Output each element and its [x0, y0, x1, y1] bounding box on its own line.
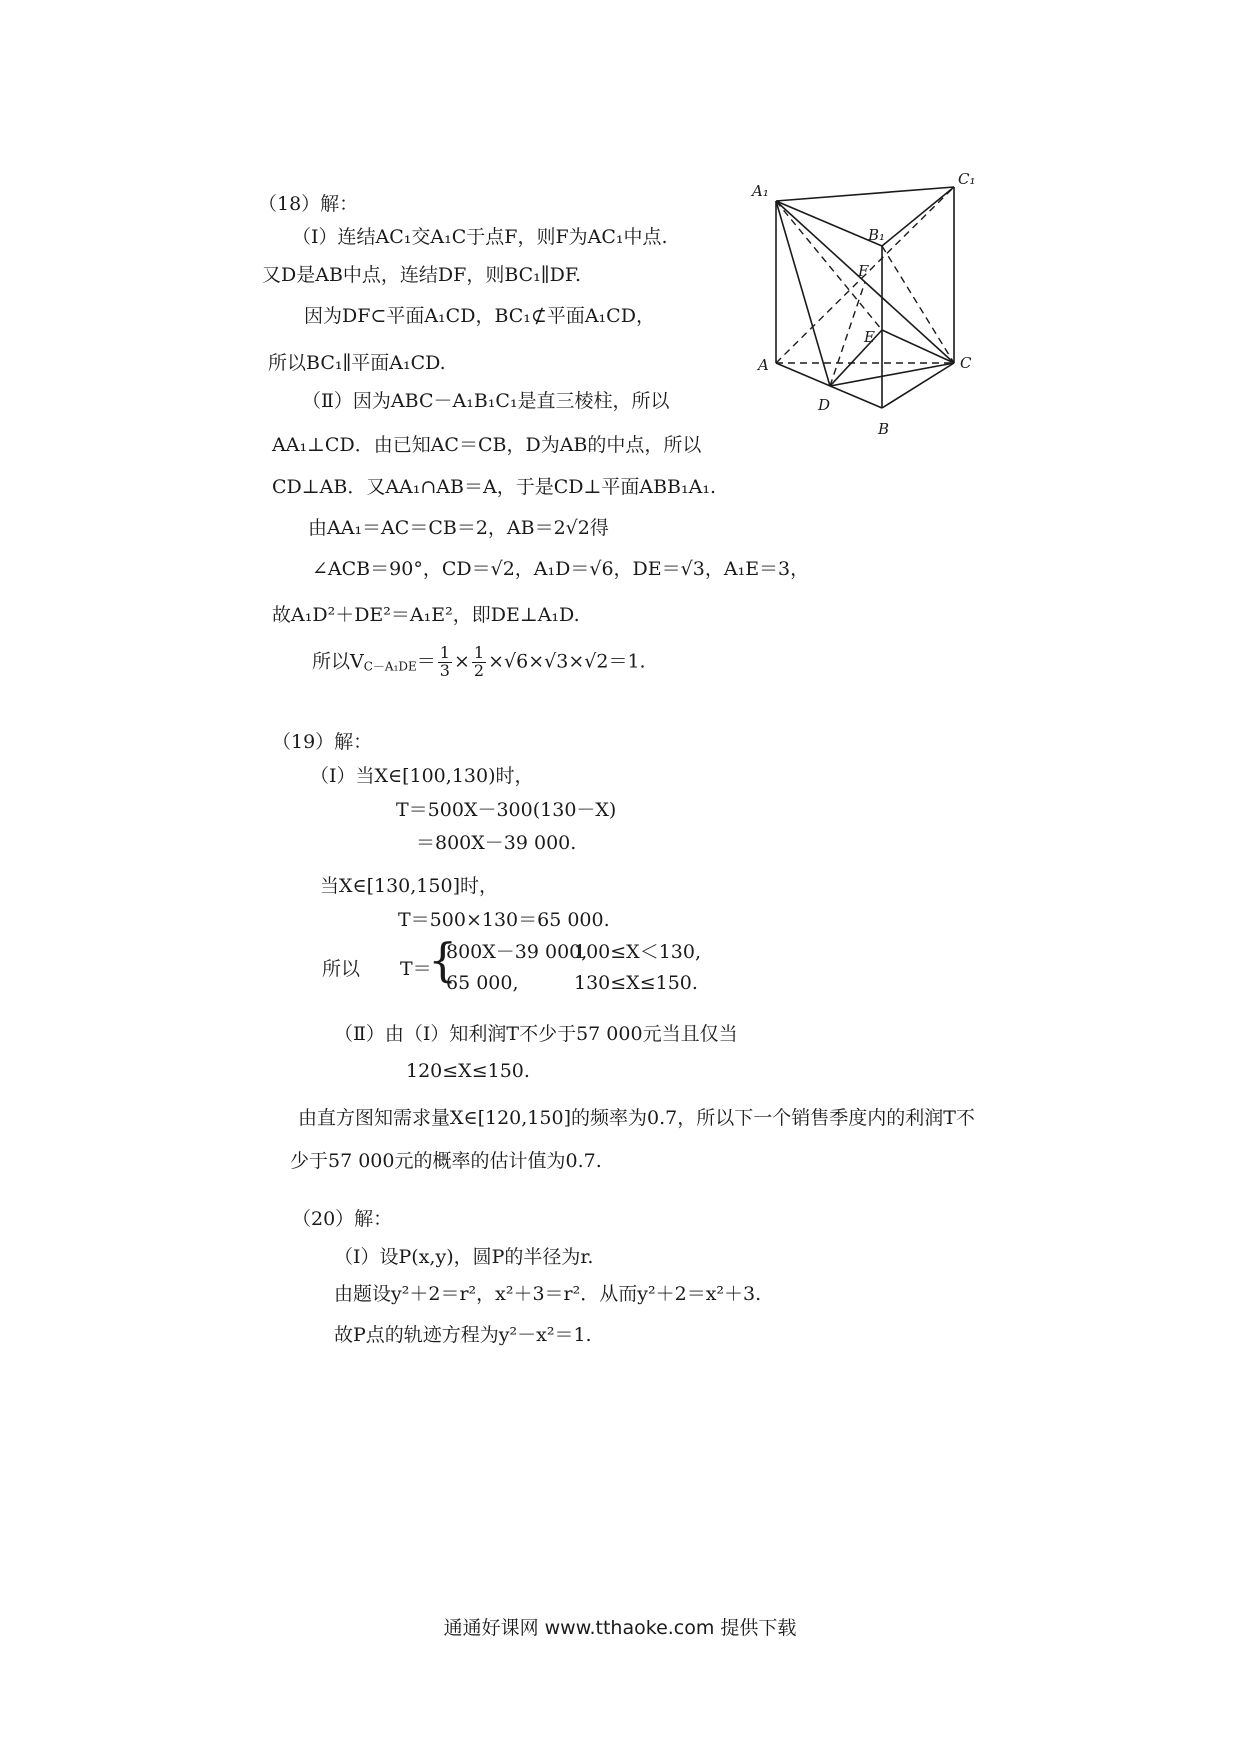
label-c1: C₁: [958, 170, 976, 188]
times-sign: ×: [453, 650, 470, 673]
label-e: E: [864, 328, 875, 346]
edge-b1-c1: [882, 187, 954, 246]
label-a1: A₁: [752, 182, 769, 200]
label-b: B: [878, 420, 890, 438]
s19-line-2: T＝500X－300(130－X): [396, 799, 617, 821]
cases-brace: {: [428, 933, 458, 987]
case-2-cond: 130≤X≤150.: [574, 972, 698, 994]
s19-line-5: T＝500×130＝65 000.: [398, 909, 610, 931]
volume-prefix: 所以V: [312, 650, 364, 673]
label-c: C: [960, 354, 972, 372]
line-a1-d: [776, 201, 830, 386]
prism-figure: [740, 170, 1000, 450]
s18-line-10: 故A₁D²＋DE²＝A₁E²，即DE⊥A₁D.: [272, 604, 580, 626]
s20-line-1: （Ⅰ）设P(x,y)，圆P的半径为r.: [334, 1246, 594, 1268]
fraction-one-third: [438, 645, 452, 680]
s18-line-2: 又D是AB中点，连结DF，则BC₁∥DF.: [262, 264, 582, 286]
hidden-line-b1-c1-diag: [882, 246, 954, 363]
s19-cases-prefix: 所以: [322, 958, 361, 980]
case-1-cond: 100≤X＜130,: [574, 941, 702, 963]
s19-line-9: 由直方图知需求量X∈[120,150]的频率为0.7，所以下一个销售季度内的利润T不: [298, 1107, 975, 1129]
s19-heading: （19）解：: [272, 731, 373, 753]
s19-cases-t: T＝: [400, 958, 432, 980]
s18-line-11: [312, 645, 646, 680]
hidden-line-d-f: [830, 282, 865, 386]
fraction-numerator: 1: [439, 643, 450, 662]
s19-line-8: 120≤X≤150.: [406, 1060, 530, 1082]
edge-a1-b1: [776, 201, 882, 246]
fraction-denominator: 2: [473, 660, 485, 680]
volume-equals: ＝: [416, 650, 436, 673]
label-f: F: [858, 262, 869, 280]
volume-subscript: C－A₁DE: [363, 659, 417, 674]
label-b1: B₁: [868, 226, 886, 244]
s19-line-10: 少于57 000元的概率的估计值为0.7.: [290, 1150, 602, 1172]
s20-heading: （20）解：: [292, 1208, 393, 1230]
footer-credit: 通通好课网 www.tthaoke.com 提供下载: [443, 1617, 797, 1639]
fraction-one-half: [472, 645, 486, 680]
case-2-expr: 65 000,: [446, 972, 519, 994]
volume-rest: ×√6×√3×√2＝1.: [488, 650, 646, 673]
s19-line-1: （Ⅰ）当X∈[100,130)时，: [310, 765, 534, 787]
s18-line-8: 由AA₁＝AC＝CB＝2，AB＝2√2得: [308, 517, 609, 539]
label-a: A: [758, 356, 769, 374]
s18-line-6: AA₁⊥CD．由已知AC＝CB，D为AB的中点，所以: [272, 434, 702, 456]
fraction-numerator: 1: [473, 643, 485, 662]
s20-line-2: 由题设y²＋2＝r²，x²＋3＝r²．从而y²＋2＝x²＋3.: [334, 1283, 762, 1305]
s18-line-7: CD⊥AB．又AA₁∩AB＝A，于是CD⊥平面ABB₁A₁.: [272, 476, 716, 498]
fraction-denominator: 3: [439, 660, 450, 680]
s19-line-4: 当X∈[130,150]时，: [320, 875, 498, 897]
s20-line-3: 故P点的轨迹方程为y²－x²＝1.: [334, 1324, 592, 1346]
line-e-c: [882, 330, 954, 363]
s19-line-7: （Ⅱ）由（Ⅰ）知利润T不少于57 000元当且仅当: [334, 1023, 738, 1045]
label-d: D: [818, 396, 831, 414]
s18-line-5: （Ⅱ）因为ABC－A₁B₁C₁是直三棱柱，所以: [302, 390, 670, 412]
s18-heading: （18）解：: [258, 193, 359, 215]
s18-line-9: ∠ACB＝90°，CD＝√2，A₁D＝√6，DE＝√3，A₁E＝3，: [312, 558, 810, 580]
s18-line-4: 所以BC₁∥平面A₁CD.: [268, 352, 446, 374]
s19-line-3: ＝800X－39 000.: [416, 832, 577, 854]
edge-a1-c1: [776, 187, 954, 201]
s18-line-3: 因为DF⊂平面A₁CD，BC₁⊄平面A₁CD，: [304, 305, 655, 327]
s18-line-1: （Ⅰ）连结AC₁交A₁C于点F，则F为AC₁中点.: [292, 226, 668, 248]
case-1-expr: 800X－39 000,: [446, 941, 588, 963]
